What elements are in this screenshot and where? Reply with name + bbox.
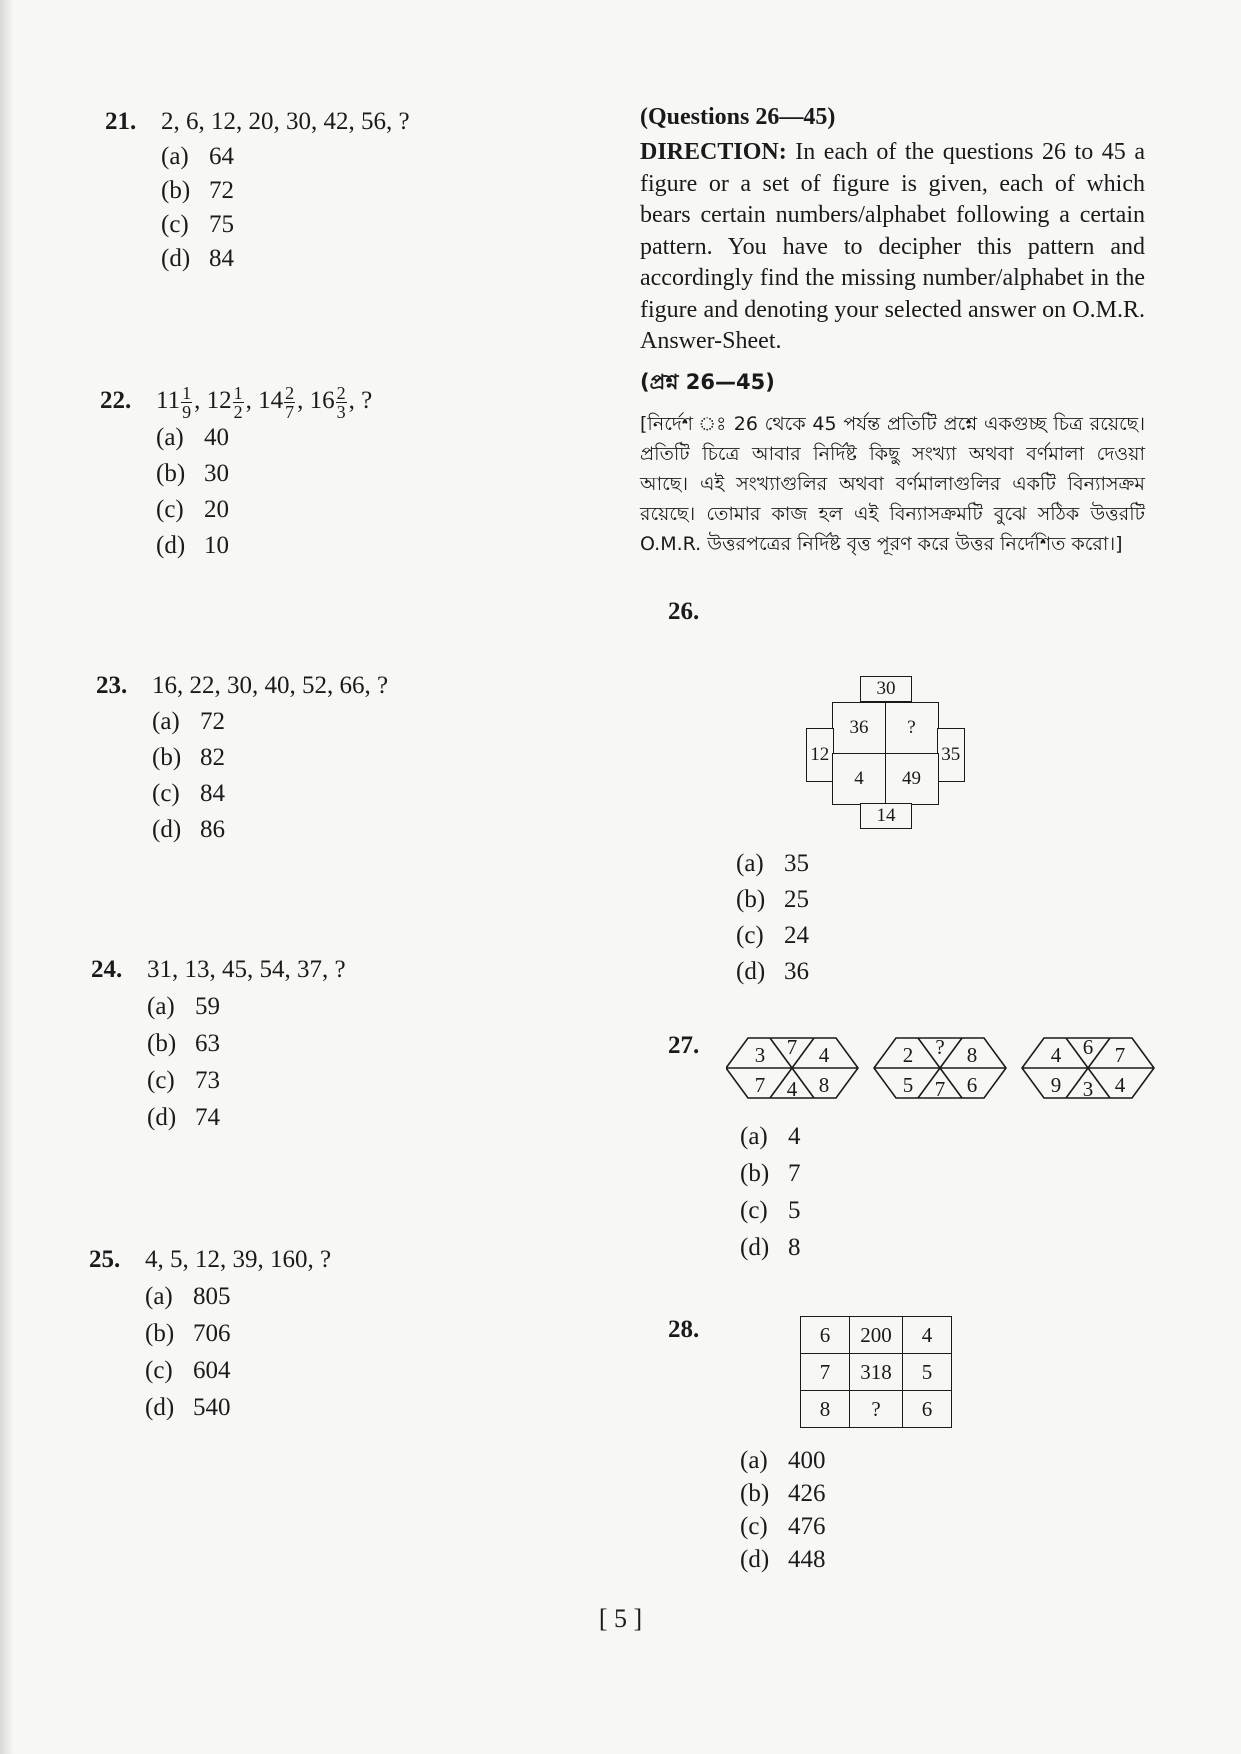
option-value: 64: [209, 143, 234, 170]
fraction: [284, 384, 295, 421]
option-value: 84: [200, 780, 225, 807]
hexagon-value: 4: [1050, 1043, 1062, 1067]
answer-option: [740, 1155, 801, 1192]
fraction-numerator: 2: [336, 382, 346, 403]
hexagon-value: 8: [966, 1043, 978, 1067]
answer-option: [152, 704, 388, 740]
hexagon-value: 4: [1114, 1073, 1126, 1097]
option-label: (b): [740, 1160, 770, 1187]
fraction-numerator: 1: [233, 382, 243, 403]
question-21: [105, 104, 410, 276]
answer-option: [147, 1099, 346, 1136]
hexagon-value: 7: [754, 1073, 766, 1097]
fraction-denominator: 3: [336, 401, 346, 422]
table-cell: 200: [850, 1317, 903, 1354]
hexagon-value: 2: [902, 1043, 914, 1067]
option-label: (a): [147, 993, 175, 1020]
fraction-denominator: 7: [285, 401, 295, 422]
answer-option: [736, 846, 809, 882]
page-number: [ 5 ]: [598, 1604, 643, 1633]
fraction-whole: 11: [156, 387, 181, 414]
question-23: [96, 668, 388, 848]
answer-option: [152, 740, 388, 776]
options-list: [145, 1278, 331, 1426]
question-text: 16, 22, 30, 40, 52, 66, ?: [152, 672, 389, 699]
hexagon-figure: [1022, 1036, 1154, 1101]
option-label: (d): [736, 958, 766, 985]
figure-cell-top-right: ?: [885, 702, 939, 754]
hexagon-figure: [726, 1036, 858, 1101]
section-heading: (Questions 26—45): [640, 104, 836, 130]
option-value: 72: [200, 708, 225, 735]
question-number: 25.: [89, 1246, 121, 1273]
option-value: 25: [784, 886, 809, 913]
answer-option: [736, 882, 809, 918]
option-value: 4: [788, 1123, 801, 1150]
table-cell: 8: [801, 1391, 850, 1428]
table-cell: 6: [801, 1317, 850, 1354]
table-row: [801, 1317, 952, 1354]
option-value: 24: [784, 922, 809, 949]
option-label: (d): [161, 245, 191, 272]
answer-option: [740, 1444, 826, 1477]
answer-option: [156, 492, 372, 528]
answer-option: [161, 242, 410, 276]
option-label: (b): [145, 1320, 175, 1347]
question-text: 2, 6, 12, 20, 30, 42, 56, ?: [161, 108, 410, 135]
answer-option: [152, 776, 388, 812]
option-value: 448: [788, 1546, 826, 1573]
direction-label: DIRECTION:: [640, 139, 787, 165]
sequence-unknown: ?: [361, 387, 373, 414]
answer-option: [156, 456, 372, 492]
answer-option: [145, 1278, 331, 1315]
table-cell: 4: [903, 1317, 952, 1354]
fraction: [233, 384, 244, 421]
figure-cell-right: 35: [937, 728, 965, 782]
table-cell: 318: [850, 1354, 903, 1391]
hexagon-value: 7: [1114, 1043, 1126, 1067]
answer-option: [156, 528, 372, 564]
hexagon-value: 6: [966, 1073, 978, 1097]
question-26-options: [680, 846, 809, 990]
table-row: [801, 1391, 952, 1428]
option-value: 706: [193, 1320, 231, 1347]
hexagon-value: 3: [754, 1043, 766, 1067]
question-text: 4, 5, 12, 39, 160, ?: [145, 1246, 332, 1273]
option-label: (a): [152, 708, 180, 735]
option-value: 20: [204, 496, 229, 523]
hexagon-value: 8: [818, 1073, 830, 1097]
options-list: [161, 140, 410, 276]
fraction-sequence: 11 $\frac{1}{9}$ , 12 $\frac{1}{2}$ , 14 $\frac{2}{7}$ , 16 $\frac{2}{3}$ , ?: [156, 382, 373, 422]
hexagon-value: 7: [786, 1036, 798, 1059]
option-value: 84: [209, 245, 234, 272]
option-label: (a): [156, 424, 184, 451]
option-label: (c): [147, 1067, 175, 1094]
question-27-hexagons: [726, 1036, 1166, 1110]
answer-option: [161, 140, 410, 174]
answer-option: [145, 1389, 331, 1426]
option-value: 82: [200, 744, 225, 771]
option-value: 400: [788, 1447, 826, 1474]
hexagon-value: ?: [935, 1036, 945, 1059]
option-value: 476: [788, 1513, 826, 1540]
option-value: 5: [788, 1197, 801, 1224]
figure-cell-bottom-left: 4: [832, 753, 886, 805]
figure-cell-bottom-right: 49: [885, 753, 939, 805]
option-label: (c): [740, 1197, 768, 1224]
hexagon-value: 9: [1050, 1073, 1062, 1097]
option-value: 63: [195, 1030, 220, 1057]
hexagon-figure: [874, 1036, 1006, 1101]
option-value: 8: [788, 1234, 801, 1261]
answer-option: [740, 1118, 801, 1155]
option-value: 36: [784, 958, 809, 985]
hexagon-value: 4: [786, 1077, 798, 1101]
option-label: (b): [740, 1480, 770, 1507]
option-label: (d): [156, 532, 186, 559]
option-value: 10: [204, 532, 229, 559]
answer-option: [147, 1025, 346, 1062]
question-25: [89, 1242, 331, 1426]
answer-option: [740, 1192, 801, 1229]
answer-option: [161, 174, 410, 208]
answer-option: [740, 1229, 801, 1266]
fraction: [336, 384, 347, 421]
option-label: (b): [147, 1030, 177, 1057]
answer-option: [147, 1062, 346, 1099]
page-edge-shadow: [0, 0, 14, 1754]
question-number: 21.: [105, 108, 137, 135]
answer-option: [147, 988, 346, 1025]
option-value: 7: [788, 1160, 801, 1187]
hexagon-value: 3: [1082, 1077, 1094, 1101]
option-value: 73: [195, 1067, 220, 1094]
option-label: (d): [145, 1394, 175, 1421]
answer-option: [736, 918, 809, 954]
option-label: (c): [736, 922, 764, 949]
figure-cell-bottom: 14: [860, 803, 912, 829]
option-value: 59: [195, 993, 220, 1020]
question-26-figure: [806, 676, 976, 836]
hexagon-value: 7: [934, 1077, 946, 1101]
option-label: (d): [740, 1234, 770, 1261]
answer-option: [152, 812, 388, 848]
figure-cell-top: 30: [860, 676, 912, 702]
question-22: [100, 378, 372, 564]
hexagon-value: 6: [1082, 1036, 1094, 1059]
answer-option: [156, 420, 372, 456]
option-value: 540: [193, 1394, 231, 1421]
fraction-whole: 14: [258, 387, 284, 414]
option-value: 30: [204, 460, 229, 487]
option-value: 75: [209, 211, 234, 238]
option-value: 74: [195, 1104, 220, 1131]
option-value: 35: [784, 850, 809, 877]
option-label: (a): [145, 1283, 173, 1310]
fraction-whole: 16: [309, 387, 335, 414]
option-value: 86: [200, 816, 225, 843]
option-label: (c): [145, 1357, 173, 1384]
option-label: (a): [161, 143, 189, 170]
table-cell: 7: [801, 1354, 850, 1391]
question-text: 31, 13, 45, 54, 37, ?: [147, 956, 346, 983]
answer-option: [145, 1315, 331, 1352]
direction-paragraph: [640, 137, 1145, 358]
option-label: (c): [740, 1513, 768, 1540]
figure-cell-top-left: 36: [832, 702, 886, 754]
question-number: 22.: [100, 387, 132, 414]
table-row: [801, 1354, 952, 1391]
fraction-whole: 12: [206, 387, 232, 414]
fraction-denominator: 2: [233, 401, 243, 422]
question-28-number: 28.: [668, 1316, 700, 1343]
answer-option: [145, 1352, 331, 1389]
options-list: [147, 988, 346, 1136]
answer-option: [161, 208, 410, 242]
option-label: (c): [156, 496, 184, 523]
option-label: (b): [161, 177, 191, 204]
question-27-number: 27.: [668, 1032, 700, 1059]
options-list: [152, 704, 388, 848]
bengali-direction: [নির্দেশ ঃ 26 থেকে 45 পর্যন্ত প্রতিটি প্রশ্নে একগুচ্ছ চিত্র রয়েছে। প্রতিটি চিত্রে আবার নির্দিষ্ট কিছু সংখ্যা অথবা বর্ণমালা দেওয়া আছে। এই সংখ্যাগুলির অথবা বর্ণমালাগুলির একটি বিন্যাসক্রম রয়েছে। তোমার কাজ হল এই বিন্যাসক্রমটি বুঝে সঠিক উত্তরটি O.M.R. উত্তরপত্রের নির্দিষ্ট বৃত্ত পূরণ করে উত্তর নির্দেশিত করো।]: [640, 412, 1145, 555]
option-label: (d): [147, 1104, 177, 1131]
option-label: (d): [740, 1546, 770, 1573]
option-value: 805: [193, 1283, 231, 1310]
hexagon-value: 5: [902, 1073, 914, 1097]
table-cell: 6: [903, 1391, 952, 1428]
section-directions: [640, 104, 1145, 559]
bengali-heading: (প্রশ্ন 26—45): [640, 369, 775, 394]
table-cell: 5: [903, 1354, 952, 1391]
option-value: 40: [204, 424, 229, 451]
option-value: 604: [193, 1357, 231, 1384]
hexagon-value: 4: [818, 1043, 830, 1067]
question-28-table: [800, 1316, 952, 1428]
question-24: [91, 952, 346, 1136]
question-28-options: [684, 1444, 826, 1576]
option-label: (b): [152, 744, 182, 771]
answer-option: [740, 1477, 826, 1510]
option-label: (b): [736, 886, 766, 913]
fraction-numerator: 2: [285, 382, 295, 403]
fraction-denominator: 9: [182, 401, 192, 422]
direction-text: In each of the questions 26 to 45 a figure or a set of figure is given, each of which bears certain numbers/alphabet following a certain pattern. You have to decipher this pattern and accordingly find the missing number/alphabet in the figure and denoting your selected answer on O.M.R. Answer-Sheet.: [640, 139, 1145, 354]
answer-option: [740, 1510, 826, 1543]
fraction: [181, 384, 192, 421]
option-label: (a): [736, 850, 764, 877]
fraction-numerator: 1: [182, 382, 192, 403]
question-27-options: [684, 1118, 801, 1266]
question-26-number: 26.: [668, 598, 700, 625]
answer-option: [736, 954, 809, 990]
question-number: 23.: [96, 672, 128, 699]
option-value: 426: [788, 1480, 826, 1507]
option-label: (a): [740, 1447, 768, 1474]
option-label: (a): [740, 1123, 768, 1150]
option-label: (d): [152, 816, 182, 843]
figure-cell-left: 12: [806, 728, 834, 782]
option-label: (b): [156, 460, 186, 487]
question-number: 24.: [91, 956, 123, 983]
option-label: (c): [152, 780, 180, 807]
table-cell: ?: [850, 1391, 903, 1428]
option-label: (c): [161, 211, 189, 238]
option-value: 72: [209, 177, 234, 204]
answer-option: [740, 1543, 826, 1576]
options-list: [156, 420, 372, 564]
